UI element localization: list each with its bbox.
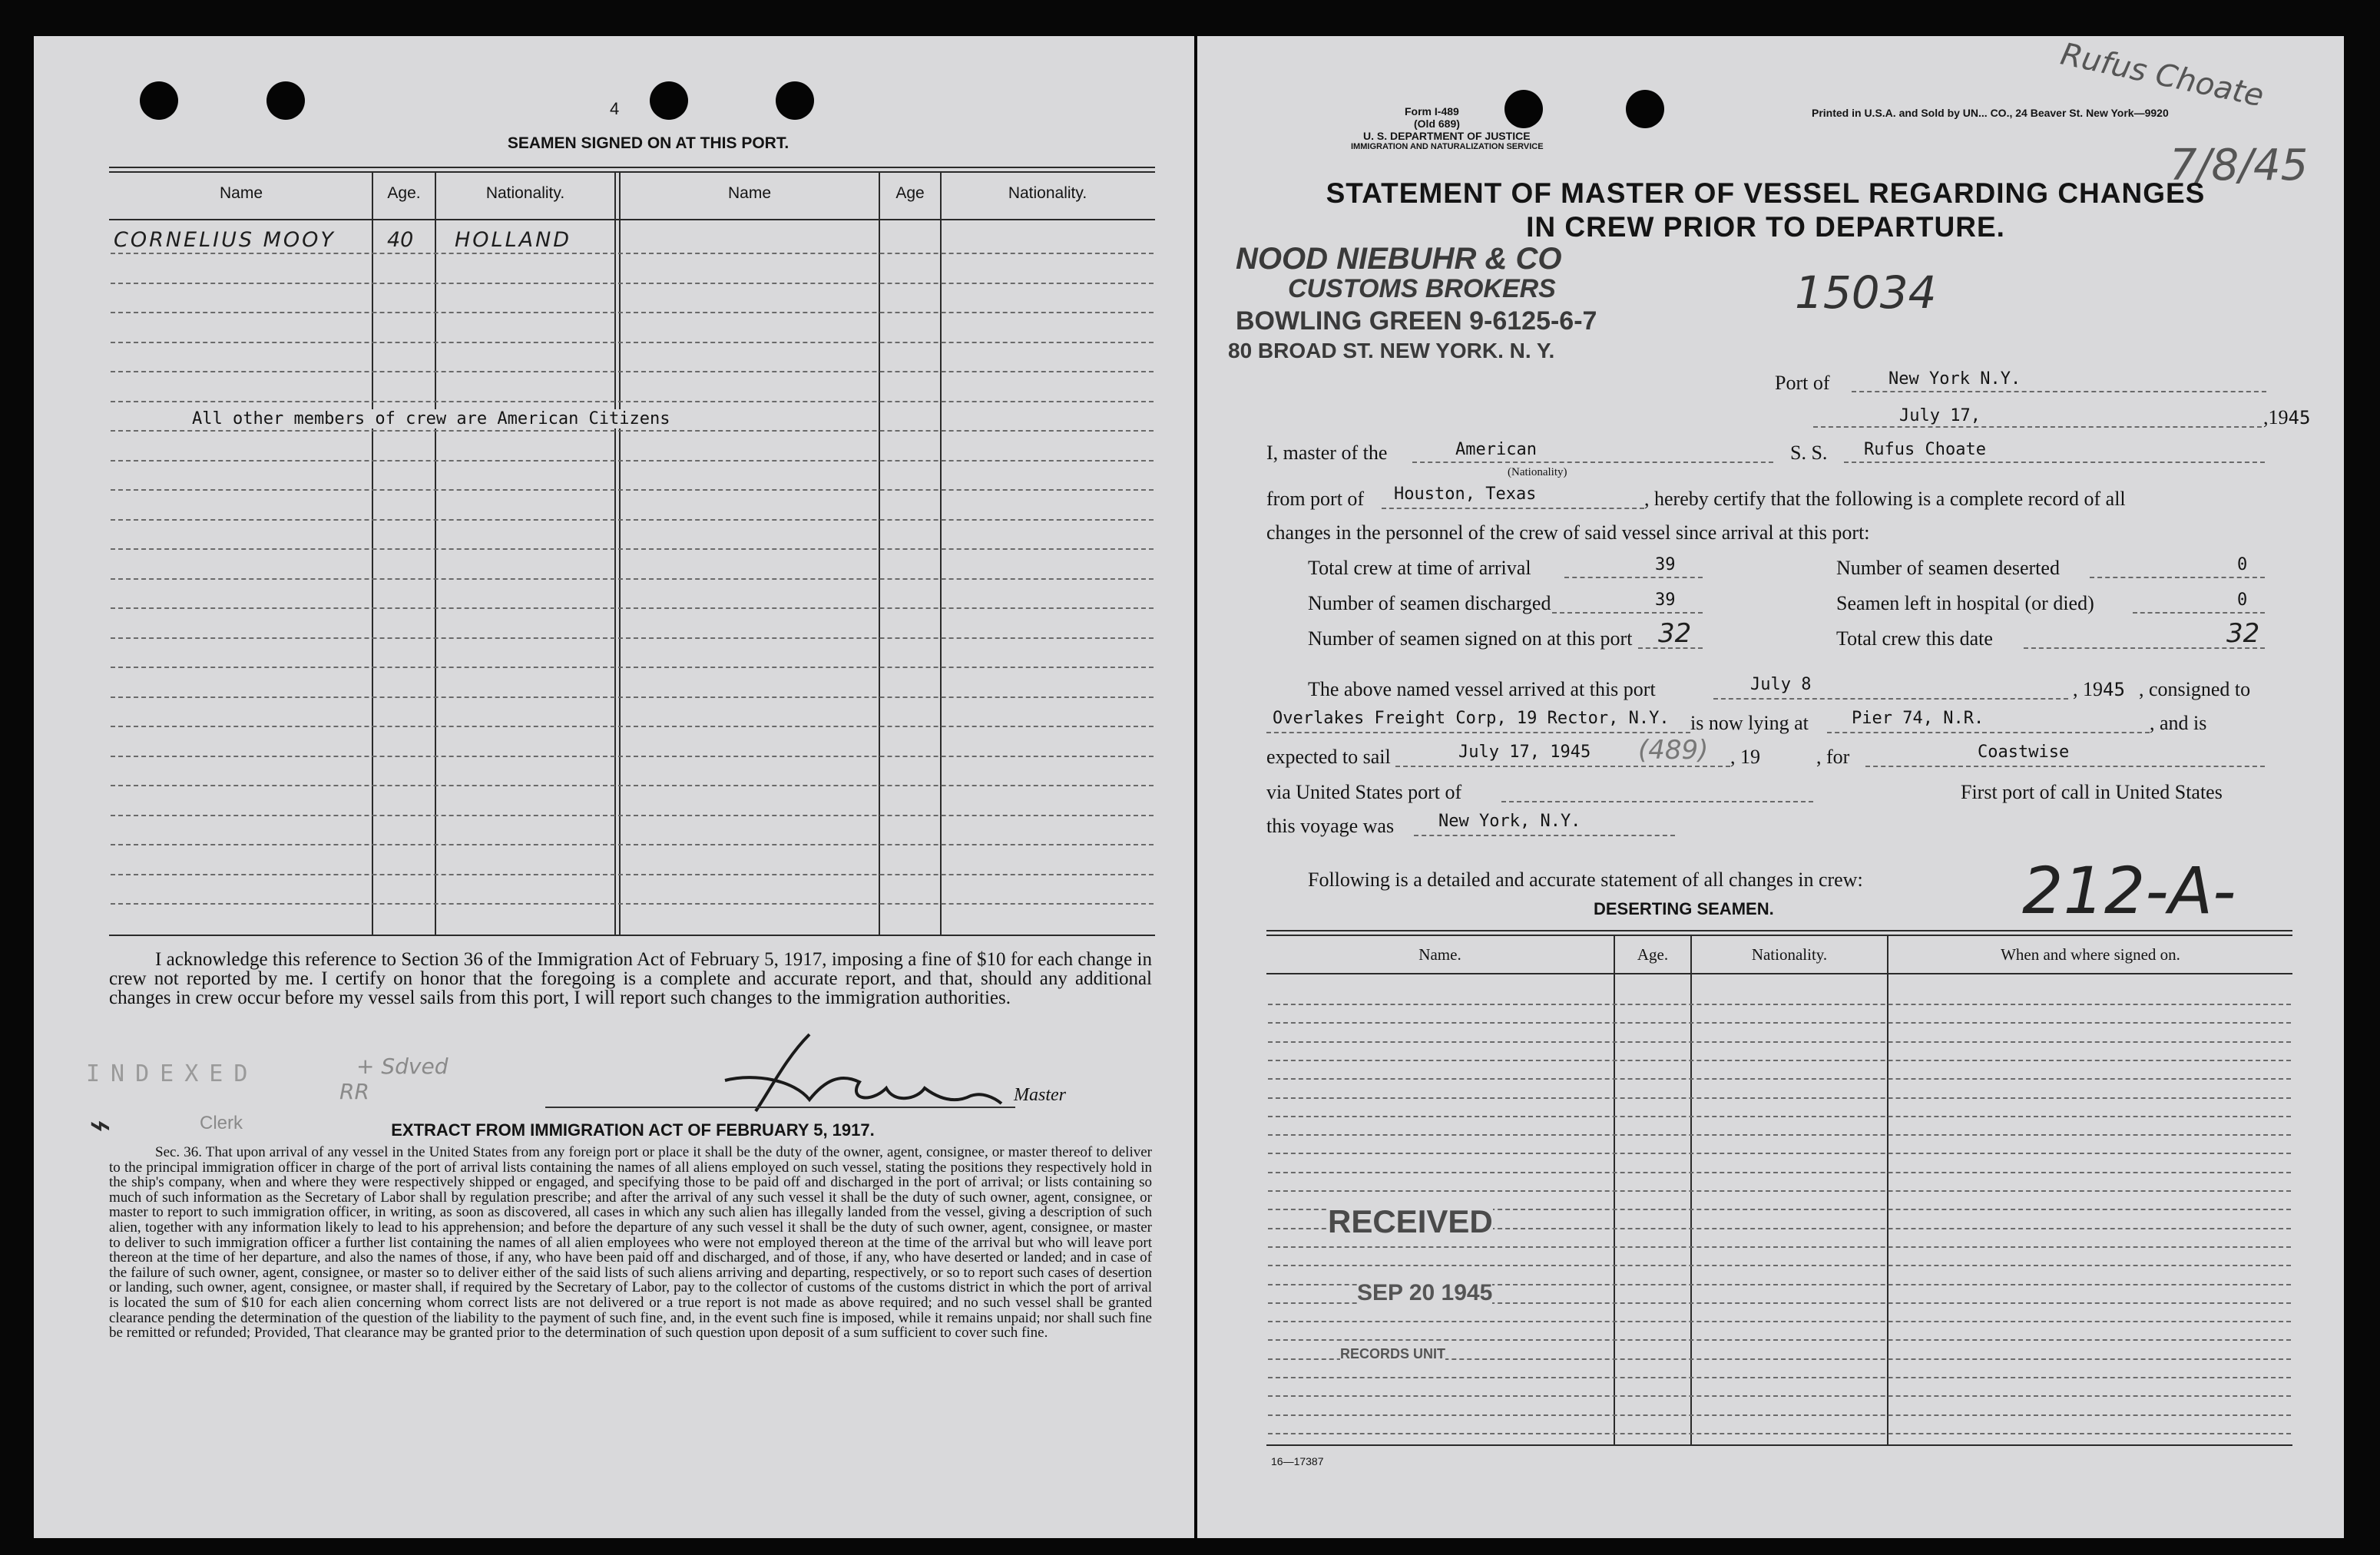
- form-old-number: (Old 689): [1414, 117, 1460, 130]
- table-row-line: [111, 844, 1154, 845]
- table-row-line: [111, 253, 1154, 254]
- punch-hole: [266, 81, 305, 120]
- expected-label: expected to sail: [1266, 746, 1391, 768]
- port-label: Port of: [1775, 372, 1830, 394]
- table-row-line: [1268, 1246, 2291, 1248]
- table-row-line: [1268, 1265, 2291, 1266]
- table-row-line: [111, 607, 1154, 609]
- service-name: IMMIGRATION AND NATURALIZATION SERVICE: [1351, 142, 1544, 151]
- table-row-line: [111, 874, 1154, 875]
- form-number: Form I-489: [1405, 105, 1459, 117]
- ss-label: S. S.: [1790, 442, 1828, 464]
- for-value: Coastwise: [1978, 743, 2070, 762]
- handwritten-date: 7/8/45: [2170, 141, 2309, 190]
- desert-col-age: Age.: [1637, 945, 1669, 964]
- from-port-value: Houston, Texas: [1394, 485, 1537, 504]
- expected-value: July 17, 1945: [1458, 743, 1591, 762]
- sail-year-label: , 19: [1730, 746, 1760, 768]
- file-number: 15034: [1795, 266, 1937, 319]
- lying-label: is now lying at: [1690, 712, 1809, 734]
- table-row-line: [111, 371, 1154, 372]
- master-signature: [694, 1027, 1017, 1119]
- table-row-line: [111, 696, 1154, 698]
- department-name: U. S. DEPARTMENT OF JUSTICE: [1363, 130, 1531, 142]
- desert-col-signed-on: When and where signed on.: [2001, 945, 2180, 964]
- arrived-year-suffix: 45: [2103, 679, 2125, 700]
- handwritten-note: + Sdved: [356, 1054, 449, 1079]
- table-row-line: [111, 283, 1154, 284]
- table-row-line: [1268, 1022, 2291, 1024]
- col-header-nationality-2: Nationality.: [1008, 184, 1087, 202]
- table-row-line: [111, 756, 1154, 757]
- table-row-line: [1268, 1134, 2291, 1136]
- table-row-line: [111, 667, 1154, 668]
- table-row-line: [1268, 1153, 2291, 1154]
- printer-note: Printed in U.S.A. and Sold by UN... CO., 24 Beaver St. New York—9920: [1812, 107, 2169, 119]
- form-title-line2: IN CREW PRIOR TO DEPARTURE.: [1526, 211, 2005, 243]
- table-row-line: [1268, 1190, 2291, 1192]
- date-year-prefix: ,1945: [2263, 406, 2311, 428]
- table-row-line: [1268, 1041, 2291, 1043]
- date-value: July 17,: [1899, 406, 1981, 425]
- via-label: via United States port of: [1266, 781, 1462, 803]
- received-stamp-unit: RECORDS UNIT: [1340, 1346, 1446, 1361]
- table-row-line: [111, 637, 1154, 639]
- col-header-name-2: Name: [727, 184, 772, 202]
- desert-col-name: Name.: [1418, 945, 1461, 964]
- total-arrival-value: 39: [1655, 555, 1676, 574]
- table-row-line: [111, 785, 1154, 786]
- handwritten-initials: RR: [339, 1079, 369, 1104]
- following-text: Following is a detailed and accurate statement of all changes in crew:: [1308, 868, 1863, 891]
- right-page: [1197, 36, 2344, 1538]
- entry-name: CORNELIUS MOOY: [114, 228, 336, 252]
- discharged-value: 39: [1655, 591, 1676, 610]
- vessel-name: Rufus Choate: [1864, 440, 1986, 459]
- master-of-label: I, master of the: [1266, 442, 1388, 464]
- entry-nationality: HOLLAND: [455, 228, 572, 252]
- arrived-value: July 8: [1750, 675, 1812, 694]
- received-stamp-date: SEP 20 1945: [1357, 1280, 1493, 1305]
- table-row-line: [1268, 1321, 2291, 1322]
- extract-title: EXTRACT FROM IMMIGRATION ACT OF FEBRUARY 5, 1917.: [391, 1120, 875, 1140]
- broker-stamp-line4: 80 BROAD ST. NEW YORK. N. Y.: [1228, 339, 1555, 362]
- punch-hole: [140, 81, 178, 120]
- broker-stamp-line1: NOOD NIEBUHR & CO: [1236, 242, 1562, 276]
- for-label: , for: [1816, 746, 1850, 768]
- nationality-caption: (Nationality): [1508, 466, 1567, 478]
- received-stamp-title: RECEIVED: [1328, 1203, 1493, 1239]
- total-arrival-label: Total crew at time of arrival: [1308, 557, 1531, 579]
- signed-on-value: 32: [1658, 618, 1692, 649]
- broker-stamp-line3: BOWLING GREEN 9-6125-6-7: [1236, 306, 1597, 336]
- table-row-line: [111, 519, 1154, 521]
- handwritten-code: 212-A-: [2022, 853, 2236, 928]
- certify-text: , hereby certify that the following is a complete record of all: [1644, 488, 2126, 510]
- col-header-age: Age.: [387, 184, 421, 202]
- col-header-nationality: Nationality.: [485, 184, 565, 202]
- col-header-name: Name: [219, 184, 263, 202]
- first-call-label: First port of call in United States: [1961, 781, 2223, 803]
- table-row-line: [111, 430, 1154, 432]
- arrived-label: The above named vessel arrived at this port: [1308, 678, 1656, 700]
- entry-age: 40: [387, 228, 414, 252]
- desert-col-nationality: Nationality.: [1751, 945, 1828, 964]
- voyage-value: New York, N.Y.: [1438, 812, 1581, 831]
- deserted-value: 0: [2237, 555, 2248, 574]
- punch-hole: [1626, 90, 1664, 128]
- table-row-line: [1268, 1414, 2291, 1416]
- table-row-line: [1268, 1377, 2291, 1378]
- table-row-line: [111, 489, 1154, 491]
- table-row-line: [111, 578, 1154, 580]
- punch-hole: [776, 81, 814, 120]
- date-year-suffix: 45: [2288, 407, 2311, 428]
- table-row-line: [1268, 1339, 2291, 1341]
- port-value: New York N.Y.: [1888, 369, 2021, 389]
- table-row-line: [111, 401, 1154, 402]
- voyage-label: this voyage was: [1266, 815, 1395, 837]
- table-row-line: [1268, 1004, 2291, 1005]
- col-header-age-2: Age: [895, 184, 925, 202]
- acknowledgment-text: I acknowledge this reference to Section 36 of the Immigration Act of February 5, 1917, imposing a fine of $10 for each change in crew not reported by me. I certify on honor that the foregoing is a complete and accurate report, and that, should any additional changes in crew occur before my vessel sails from this port, I will report such changes to the immigration authorities.: [109, 949, 1152, 1008]
- changes-text: changes in the personnel of the crew of said vessel since arrival at this port:: [1266, 521, 1870, 544]
- from-port-label: from port of: [1266, 488, 1365, 510]
- hospital-label: Seamen left in hospital (or died): [1836, 592, 2094, 614]
- table-row-line: [1268, 1395, 2291, 1397]
- section-title: SEAMEN SIGNED ON AT THIS PORT.: [507, 134, 789, 152]
- consignee-value: Overlakes Freight Corp, 19 Rector, N.Y.: [1273, 709, 1670, 728]
- table-row-line: [1268, 1433, 2291, 1434]
- table-row-line: [1268, 1116, 2291, 1117]
- clerk-initials: ⌁: [89, 1103, 111, 1146]
- total-date-label: Total crew this date: [1836, 627, 1993, 650]
- expected-annotation: (489): [1638, 735, 1709, 766]
- broker-stamp-line2: CUSTOMS BROKERS: [1288, 274, 1556, 303]
- table-row-line: [111, 460, 1154, 462]
- hospital-value: 0: [2237, 591, 2248, 610]
- signed-on-label: Number of seamen signed on at this port: [1308, 627, 1633, 650]
- discharged-label: Number of seamen discharged: [1308, 592, 1551, 614]
- table-row-line: [1268, 1060, 2291, 1061]
- total-date-value: 32: [2226, 618, 2260, 649]
- deserted-label: Number of seamen deserted: [1836, 557, 2060, 579]
- table-row-line: [111, 312, 1154, 313]
- and-is-label: , and is: [2150, 712, 2207, 734]
- table-row-line: [111, 726, 1154, 727]
- nationality-value: American: [1455, 440, 1537, 459]
- punch-hole: [650, 81, 688, 120]
- table-row-line: [1268, 1078, 2291, 1080]
- page-number: 4: [610, 99, 620, 118]
- arrived-year: , 1945: [2073, 678, 2125, 700]
- master-label: Master: [1014, 1085, 1066, 1105]
- footer-code: 16—17387: [1271, 1455, 1324, 1467]
- clerk-label: Clerk: [200, 1113, 243, 1133]
- table-row-line: [1268, 1097, 2291, 1099]
- deserting-title: DESERTING SEAMEN.: [1594, 899, 1774, 918]
- table-row-line: [111, 903, 1154, 905]
- left-page: [34, 36, 1194, 1538]
- indexed-stamp: INDEXED: [86, 1060, 259, 1087]
- table-row-line: [111, 548, 1154, 550]
- consigned-label: , consigned to: [2139, 678, 2251, 700]
- table-row-line: [111, 342, 1154, 343]
- crew-note: All other members of crew are American Citizens: [192, 409, 670, 428]
- table-row-line: [111, 815, 1154, 816]
- punch-hole: [1504, 90, 1543, 128]
- extract-body: Sec. 36. That upon arrival of any vessel in the United States from any foreign port or place it shall be the duty of the owner, agent, consignee, or master thereof to deliver to the principal immigration officer in charge of the port of arrival lists containing the names of all aliens employed on such vessel, stating the positions they respectively hold in the ship's company, when and where they were respectively shipped or engaged, and specifying those to be paid off and discharged in the port of arrival; or lists containing so much of such information as the Secretary of Labor shall by regulation prescribe; and after the arrival of any such vessel it shall be the duty of such owner, agent, consignee, or master to report to such immigration officer, in writing, as soon as discovered, all cases in which any such alien has illegally landed from the vessel, giving a description of such alien, together with any information likely to lead to his apprehension; and before the departure of any such vessel it shall be the duty of such owner, agent, consignee, or master to deliver to such immigration officer a further list containing the names of all alien employees who were not employed thereon at the time of the arrival but who will leave port thereon at the time of her departure, and also the names of those, if any, who have been paid off and discharged, and of those, if any, who have deserted or landed; and in case of the failure of such owner, agent, consignee, or master so to deliver either of the said lists of such aliens arriving and departing, respectively, or so to report such cases of desertion or landing, such owner, agent, consignee, or master shall, if required by the Secretary of Labor, pay to the collector of customs of the customs district in which the port of arrival is located the sum of $10 for each alien concerning whom correct lists are not delivered or a true report is not made as above required; and no such vessel shall be granted clearance pending the determination of the question of the liability to the payment of such fine, and, in the event such fine is imposed, while it remains unpaid; nor shall such fine be remitted or refunded; Provided, That clearance may be granted prior to the determination of such question upon deposit of a sum sufficient to cover such fine.: [109, 1144, 1152, 1342]
- handwritten-ship-name: Rufus Choate: [2057, 36, 2267, 114]
- lying-value: Pier 74, N.R.: [1852, 709, 1984, 728]
- table-row-line: [1268, 1172, 2291, 1173]
- form-title-line1: STATEMENT OF MASTER OF VESSEL REGARDING CHANGES: [1326, 177, 2206, 209]
